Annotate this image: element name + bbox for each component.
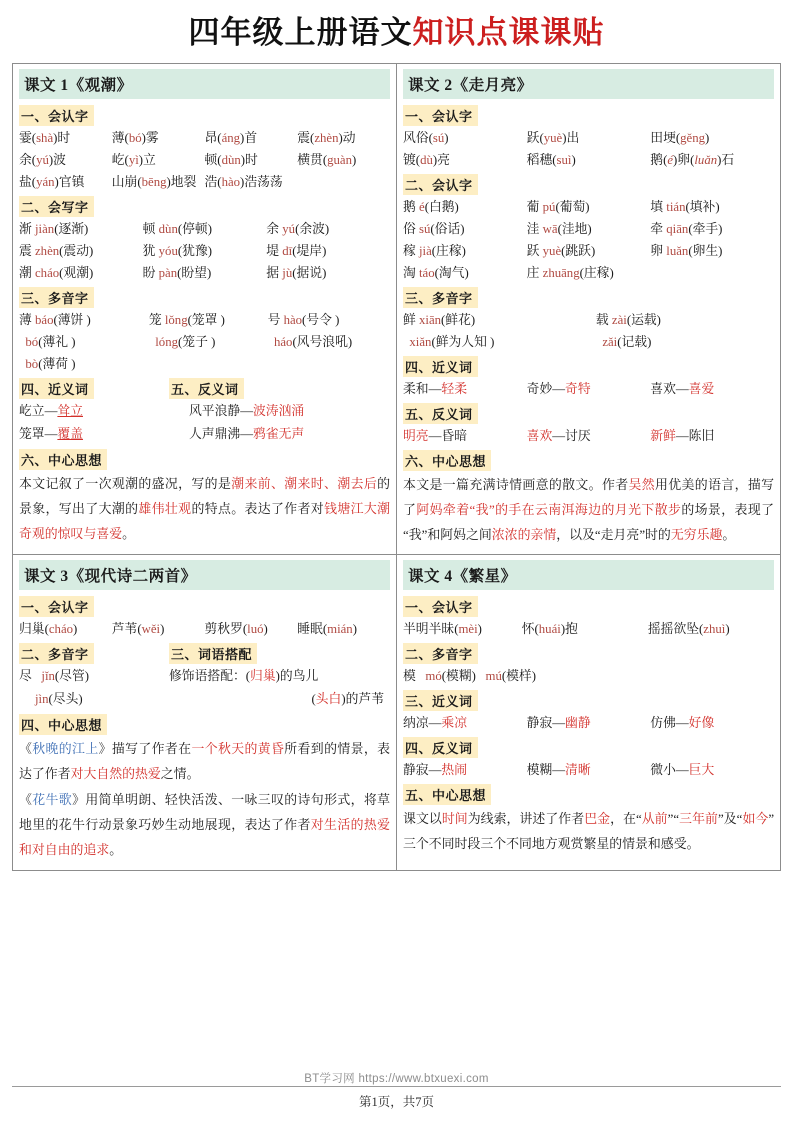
lesson-2-section-6-heading: 六、中心思想 <box>403 450 491 471</box>
vocab-item: 芦苇(wěi) <box>111 622 165 637</box>
polyphone-item: 号 hào(号令 ) <box>267 312 340 327</box>
idea-run: 。 <box>722 528 736 543</box>
idea-run: 秋晚的江上 <box>32 741 99 756</box>
polyphone-item: lóng(笼子 ) <box>155 334 216 349</box>
polyphone-item: bó(薄礼 ) <box>25 334 76 349</box>
vocab-item: 俗 sú(俗话) <box>403 221 465 236</box>
word-pair-answer: 清晰 <box>565 763 591 778</box>
lesson-3-section-3-slot <box>169 643 390 664</box>
lesson-3-section-2-heading: 二、多音字 <box>19 643 94 664</box>
lesson-2-synonym-list <box>403 378 774 400</box>
word-row <box>19 262 390 284</box>
polyphone-item: 笼 lǒng(笼罩 ) <box>148 312 225 327</box>
word-pair: 微小—巨大 <box>650 763 715 778</box>
word-row <box>403 196 774 218</box>
lesson-3-central-idea-b <box>19 788 390 863</box>
polyphone-item: 尽 jǐn(尽管) <box>19 669 90 684</box>
idea-run: 雄伟壮观 <box>138 501 192 516</box>
lesson-3-section-3-heading: 三、词语搭配 <box>169 643 257 664</box>
vocab-item: 余 yú(余波) <box>266 221 330 236</box>
word-pair-answer: 巨大 <box>688 763 715 778</box>
word-row <box>19 149 390 171</box>
word-pair: 明亮—昏暗 <box>403 428 467 443</box>
idea-run: ”及“ <box>717 812 743 827</box>
word-pair: 喜欢—讨厌 <box>526 428 591 443</box>
idea-run: 从前 <box>641 812 668 827</box>
word-row <box>403 712 774 734</box>
idea-run: 。 <box>109 843 123 858</box>
idea-run: 一个秋天的黄昏 <box>191 741 285 756</box>
vocab-item: 浩(hào)浩荡荡 <box>204 174 283 189</box>
word-pair: 静寂—幽静 <box>526 716 591 731</box>
word-pair: 纳凉—乘凉 <box>403 716 467 731</box>
vocab-item: 跃(yuè)出 <box>526 130 580 145</box>
word-pair: 柔和—轻柔 <box>403 381 467 396</box>
word-row <box>403 665 774 687</box>
lesson-3-section-4-heading: 四、中心思想 <box>19 714 107 735</box>
word-pair-lead: 明亮 <box>403 428 429 443</box>
vocab-item: 昂(áng)首 <box>204 130 258 145</box>
word-row <box>19 171 390 193</box>
idea-run: 无穷乐趣 <box>670 528 723 543</box>
idea-run: 课文以 <box>403 812 442 827</box>
word-pair: 风平浪静—波涛汹涌 <box>189 403 305 418</box>
vocab-item: 盼 pàn(盼望) <box>142 265 212 280</box>
lesson-1-syn-ant-headings <box>19 378 390 399</box>
grid-row-1 <box>13 63 781 554</box>
vocab-item: 田埂(gěng) <box>650 130 710 145</box>
lesson-2-header: 课文 2《走月亮》 <box>403 69 774 99</box>
vocab-item: 归巢(cháo) <box>19 622 78 637</box>
vocab-item: 庄 zhuāng(庄稼) <box>526 265 614 280</box>
word-row <box>403 331 774 353</box>
polyphone-item: 鲜 xiān(鲜花) <box>403 312 476 327</box>
lesson-1-header: 课文 1《观潮》 <box>19 69 390 99</box>
grid-row-2 <box>13 555 781 870</box>
polyphone-item <box>268 353 390 375</box>
lesson-3-header: 课文 3《现代诗二两首》 <box>19 560 390 590</box>
idea-run: 本文记叙了一次观潮的盛况，写的是 <box>19 476 232 491</box>
idea-run: 花牛歌 <box>32 793 73 808</box>
vocab-item: 葡 pú(葡萄) <box>526 199 590 214</box>
lesson-2-section-5-heading: 五、反义词 <box>403 403 478 424</box>
vocab-item: 怀(huái)抱 <box>521 622 578 637</box>
poly-collocation-row <box>19 665 390 688</box>
lesson-2-antonym-list <box>403 425 774 447</box>
vocab-item: 震 zhèn(震动) <box>19 243 94 258</box>
word-row <box>19 127 390 149</box>
vocab-item: 淘 táo(淘气) <box>403 265 469 280</box>
lesson-2-section-2-heading: 二、会认字 <box>403 174 478 195</box>
vocab-item: 牵 qiān(牵手) <box>650 221 723 236</box>
vocab-item: 鹅(é)卵(luǎn)石 <box>650 152 735 167</box>
idea-run: 的场景，表现了“我”和阿妈之间 <box>403 502 775 543</box>
idea-run: 对大自然的热爱 <box>70 766 161 781</box>
word-row <box>403 127 774 149</box>
watermark: BT学习网 https://www.btxuexi.com <box>304 1073 489 1085</box>
polyphone-item: 载 zài(运载) <box>595 312 661 327</box>
vocab-item: 稼 jià(庄稼) <box>403 243 466 258</box>
lesson-cell-4 <box>397 555 781 870</box>
word-row <box>403 149 774 171</box>
vocab-item: 洼 wā(洼地) <box>526 221 592 236</box>
idea-run: 》描写了作者在 <box>98 741 192 756</box>
word-row <box>403 218 774 240</box>
vocab-item: 横贯(guàn) <box>297 152 357 167</box>
idea-run: ”三个不同时段三个不同地方观赏繁星的情景和感受。 <box>403 812 775 852</box>
idea-run: 用优美的语言，描写了 <box>403 477 775 517</box>
idea-run: ，以及“走月亮”时的 <box>556 528 671 543</box>
antonym-cell <box>169 423 390 446</box>
vocab-item: 余(yú)波 <box>19 152 66 167</box>
vocab-item: 风俗(sú) <box>403 130 449 145</box>
vocab-item: 剪秋罗(luó) <box>204 622 268 637</box>
word-pair-answer: 幽静 <box>565 716 591 731</box>
lesson-4-section-1-heading: 一、会认字 <box>403 596 478 617</box>
lesson-1-syn-ant-list <box>19 400 390 446</box>
lesson-3-central-idea-a <box>19 737 390 787</box>
page-title-red: 知识点课课贴 <box>412 15 605 50</box>
collocation-item: 修饰语搭配：(归巢)的鸟儿 <box>169 669 319 684</box>
collocation-item: (头白)的芦苇 <box>311 691 384 706</box>
vocab-item: 屹(yì)立 <box>111 152 156 167</box>
lesson-4-antonym-list <box>403 759 774 781</box>
idea-run: ”“ <box>667 812 680 827</box>
word-row <box>19 353 390 375</box>
idea-run: 《 <box>19 741 33 756</box>
poly-collocation-row <box>19 688 390 711</box>
lesson-1-section-5-heading: 五、反义词 <box>169 378 244 399</box>
lesson-1-section-5-slot <box>169 378 390 399</box>
lesson-1-polyphone-list <box>19 309 390 375</box>
vocab-item: 顿(dùn)时 <box>204 152 258 167</box>
polyphone-item: jìn(尽头) <box>35 691 83 706</box>
lesson-2-section-4-heading: 四、近义词 <box>403 356 478 377</box>
vocab-item: 震(zhèn)动 <box>297 130 356 145</box>
synonym-cell <box>19 423 169 446</box>
word-pair: 模糊—清晰 <box>526 763 591 778</box>
vocab-item: 堤 dī(堤岸) <box>266 243 327 258</box>
lesson-cell-1 <box>13 63 397 554</box>
page-footer: 第1页，共7页 <box>358 1095 434 1109</box>
idea-run: 如今 <box>742 812 769 827</box>
word-row <box>403 240 774 262</box>
lesson-2-central-idea <box>403 473 774 548</box>
vocab-item: 犹 yóu(犹豫) <box>142 243 212 258</box>
vocab-spacer <box>650 262 774 284</box>
word-row <box>19 218 390 240</box>
word-pair-answer: 覆盖 <box>57 426 83 441</box>
syn-ant-row <box>19 400 390 423</box>
vocab-item: 渐 jiàn(逐渐) <box>19 221 89 236</box>
word-row <box>19 331 390 353</box>
word-pair: 屹立—耸立 <box>19 403 83 418</box>
idea-run: 。 <box>122 527 136 542</box>
polyphone-item: 模 mó(模糊) mú(模样) <box>403 669 536 684</box>
lesson-4-section-3-heading: 三、近义词 <box>403 690 478 711</box>
lesson-4-section-4-heading: 四、反义词 <box>403 737 478 758</box>
lesson-1-section-6-heading: 六、中心思想 <box>19 449 107 470</box>
idea-run: 》用简单明朗、轻快活泼、一咏三叹的诗句形式，将草地里的花牛行动景象巧妙生动地展现，表达了作者 <box>19 793 391 833</box>
word-pair-answer: 轻柔 <box>441 381 467 396</box>
idea-run: 时间 <box>441 812 468 827</box>
idea-run: 所看到的情景，表达了作者 <box>19 741 391 781</box>
vocab-item: 据 jù(据说) <box>266 265 327 280</box>
lesson-1-section-4-heading: 四、近义词 <box>19 378 94 399</box>
lesson-2-section-1-heading: 一、会认字 <box>403 105 478 126</box>
word-pair-answer: 热闹 <box>441 763 467 778</box>
word-pair-answer: 耸立 <box>57 403 83 418</box>
idea-run: 浓浓的亲情 <box>491 528 557 543</box>
word-pair-lead: 新鲜 <box>650 428 676 443</box>
idea-run: ，在“ <box>610 812 642 827</box>
lesson-cell-3 <box>13 555 397 870</box>
synonym-cell <box>19 400 169 423</box>
lesson-3-section-1-heading: 一、会认字 <box>19 596 94 617</box>
lesson-1-section-4-slot <box>19 378 169 399</box>
polyphone-item <box>149 353 268 375</box>
idea-run: 对生活的热爱和对自由的追求 <box>19 818 391 858</box>
idea-run: 的景象，写出了大潮的 <box>19 476 391 516</box>
word-row <box>403 262 774 284</box>
vocab-item: 摇摇欲坠(zhuì) <box>647 622 730 637</box>
polyphone-item: 薄 báo(薄饼 ) <box>19 312 91 327</box>
word-pair-answer: 波涛汹涌 <box>252 403 305 418</box>
lessons-grid <box>12 63 781 871</box>
idea-run: 阿妈牵着“我”的手在云南洱海边的月光下散步 <box>416 502 682 517</box>
polyphone-item: háo(风号浪吼) <box>273 334 353 349</box>
word-pair-answer: 喜爱 <box>688 381 715 396</box>
idea-run: 潮来前、潮来时、潮去后 <box>231 476 378 491</box>
polyphone-item: bò(薄荷 ) <box>25 356 76 371</box>
vocab-item: 镀(dù)亮 <box>403 152 450 167</box>
vocab-item: 薄(bó)雾 <box>111 130 159 145</box>
lesson-1-central-idea <box>19 472 390 547</box>
word-row <box>19 240 390 262</box>
page-title-black: 四年级上册语文 <box>188 15 413 50</box>
lesson-4-synonym-list <box>403 712 774 734</box>
word-pair-answer: 好像 <box>688 716 715 731</box>
word-pair-answer: 奇特 <box>565 381 591 396</box>
vocab-item: 山崩(bēng)地裂 <box>111 174 197 189</box>
word-pair: 笼罩—覆盖 <box>19 426 83 441</box>
lesson-1-section-3-heading: 三、多音字 <box>19 287 94 308</box>
lesson-2-write-list <box>403 196 774 284</box>
word-pair: 人声鼎沸—鸦雀无声 <box>189 426 305 441</box>
vocab-item: 稻穗(suì) <box>526 152 576 167</box>
vocab-spacer <box>297 171 390 193</box>
word-row <box>403 309 774 331</box>
lesson-4-central-idea <box>403 807 774 857</box>
lesson-4-polyphone-list <box>403 665 774 687</box>
idea-run: 之情。 <box>160 766 200 781</box>
vocab-item: 顿 dùn(停顿) <box>142 221 212 236</box>
idea-run: 吴然 <box>628 477 656 492</box>
lesson-1-section-1-heading: 一、会认字 <box>19 105 94 126</box>
word-pair: 新鲜—陈旧 <box>650 428 715 443</box>
vocab-item: 睡眠(mián) <box>297 622 357 637</box>
word-pair: 奇妙—奇特 <box>526 381 591 396</box>
vocab-item: 霎(shà)时 <box>19 130 71 145</box>
word-row <box>403 425 774 447</box>
lesson-1-recognize-list <box>19 127 390 193</box>
idea-run: 的特点。表达了作者对 <box>191 501 325 516</box>
collocation-modifier: 归巢 <box>250 669 276 684</box>
word-pair-answer: 鸦雀无声 <box>252 426 305 441</box>
word-pair: 喜欢—喜爱 <box>650 381 715 396</box>
polyphone-item: zǎi(记载) <box>602 334 652 349</box>
lesson-cell-2 <box>397 63 781 554</box>
lesson-4-section-2-heading: 二、多音字 <box>403 643 478 664</box>
idea-run: 巴金 <box>584 812 611 827</box>
lesson-3-poly-collocation-list <box>19 665 390 711</box>
idea-run: 本文是一篇充满诗情画意的散文。作者 <box>403 477 629 492</box>
vocab-item: 潮 cháo(观潮) <box>19 265 94 280</box>
word-pair: 仿佛—好像 <box>650 716 715 731</box>
lesson-4-header: 课文 4《繁星》 <box>403 560 774 590</box>
lesson-3-section-2-slot <box>19 643 169 664</box>
vocab-item: 半明半昧(mèi) <box>403 622 482 637</box>
word-row <box>19 309 390 331</box>
vocab-item: 跃 yuè(跳跃) <box>526 243 596 258</box>
word-row <box>403 759 774 781</box>
word-row <box>19 618 390 640</box>
lesson-2-recognize-list <box>403 127 774 171</box>
word-pair-lead: 喜欢 <box>526 428 553 443</box>
lesson-3-poly-colloc-headings <box>19 643 390 664</box>
lesson-2-section-3-heading: 三、多音字 <box>403 287 478 308</box>
lesson-2-polyphone-list <box>403 309 774 353</box>
vocab-item: 填 tián(填补) <box>650 199 720 214</box>
idea-run: 钱塘江大潮奇观的惊叹与喜爱 <box>19 501 391 542</box>
footer-divider <box>12 1086 781 1087</box>
page-title <box>12 0 781 63</box>
idea-run: 《 <box>19 793 33 808</box>
word-row <box>403 618 774 640</box>
vocab-item: 盐(yán)官镇 <box>19 174 85 189</box>
idea-run: 三年前 <box>679 812 718 827</box>
antonym-cell <box>169 400 390 423</box>
syn-ant-row <box>19 423 390 446</box>
vocab-item: 鹅 é(白鹅) <box>403 199 459 214</box>
lesson-4-recognize-list <box>403 618 774 640</box>
lesson-4-section-5-heading: 五、中心思想 <box>403 784 491 805</box>
word-pair: 静寂—热闹 <box>403 763 467 778</box>
vocab-item: 卵 luǎn(卵生) <box>650 243 723 258</box>
lesson-1-write-list <box>19 218 390 284</box>
idea-run: 为线索，讲述了作者 <box>467 812 585 827</box>
word-row <box>403 378 774 400</box>
collocation-modifier: 头白 <box>315 691 342 706</box>
lesson-1-section-2-heading: 二、会写字 <box>19 196 94 217</box>
lesson-3-recognize-list <box>19 618 390 640</box>
polyphone-item: xiǎn(鲜为人知 ) <box>409 334 495 349</box>
word-pair-answer: 乘凉 <box>441 716 467 731</box>
